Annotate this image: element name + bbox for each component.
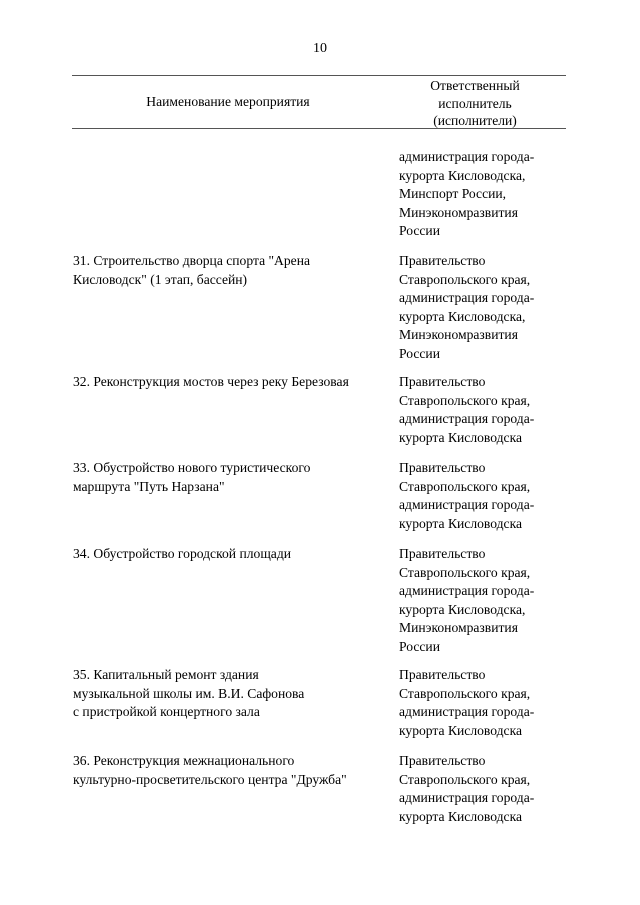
- table-row-33-name: 33. Обустройство нового туристического маршрута "Путь Нарзана": [73, 460, 311, 494]
- continuation-executors-cell: администрация города- курорта Кисловодска, Минспорт России, Минэкономразвития России: [399, 149, 535, 238]
- table-row-34-name: 34. Обустройство городской площади: [73, 546, 292, 561]
- column-header-executors: Ответственный исполнитель (исполнители): [430, 78, 520, 128]
- table-header-bottom-rule: [72, 128, 566, 129]
- table-row-34-executors: Правительство Ставропольского края, администрация города- курорта Кисловодска, Минэкономразвития России: [399, 546, 535, 654]
- table-row-31-executors: Правительство Ставропольского края, администрация города- курорта Кисловодска, Минэкономразвития России: [399, 253, 535, 361]
- table-row-32-executors: Правительство Ставропольского края, администрация города- курорта Кисловодска: [399, 374, 535, 445]
- table-header-top-rule: [72, 75, 566, 76]
- table-row-36-executors: Правительство Ставропольского края, администрация города- курорта Кисловодска: [399, 753, 535, 824]
- table-row-36-name: 36. Реконструкция межнационального культурно-просветительского центра "Дружба": [73, 753, 347, 787]
- table-row-35-executors: Правительство Ставропольского края, администрация города- курорта Кисловодска: [399, 667, 535, 738]
- table-row-33-executors: Правительство Ставропольского края, администрация города- курорта Кисловодска: [399, 460, 535, 531]
- page-number: 10: [313, 41, 327, 56]
- table-row-31-name: 31. Строительство дворца спорта "Арена Кисловодск" (1 этап, бассейн): [73, 253, 311, 287]
- table-row-32-name: 32. Реконструкция мостов через реку Березовая: [73, 374, 349, 389]
- column-header-event-name: Наименование мероприятия: [146, 94, 310, 109]
- table-row-35-name: 35. Капитальный ремонт здания музыкальной школы им. В.И. Сафонова с пристройкой концертного зала: [73, 667, 305, 719]
